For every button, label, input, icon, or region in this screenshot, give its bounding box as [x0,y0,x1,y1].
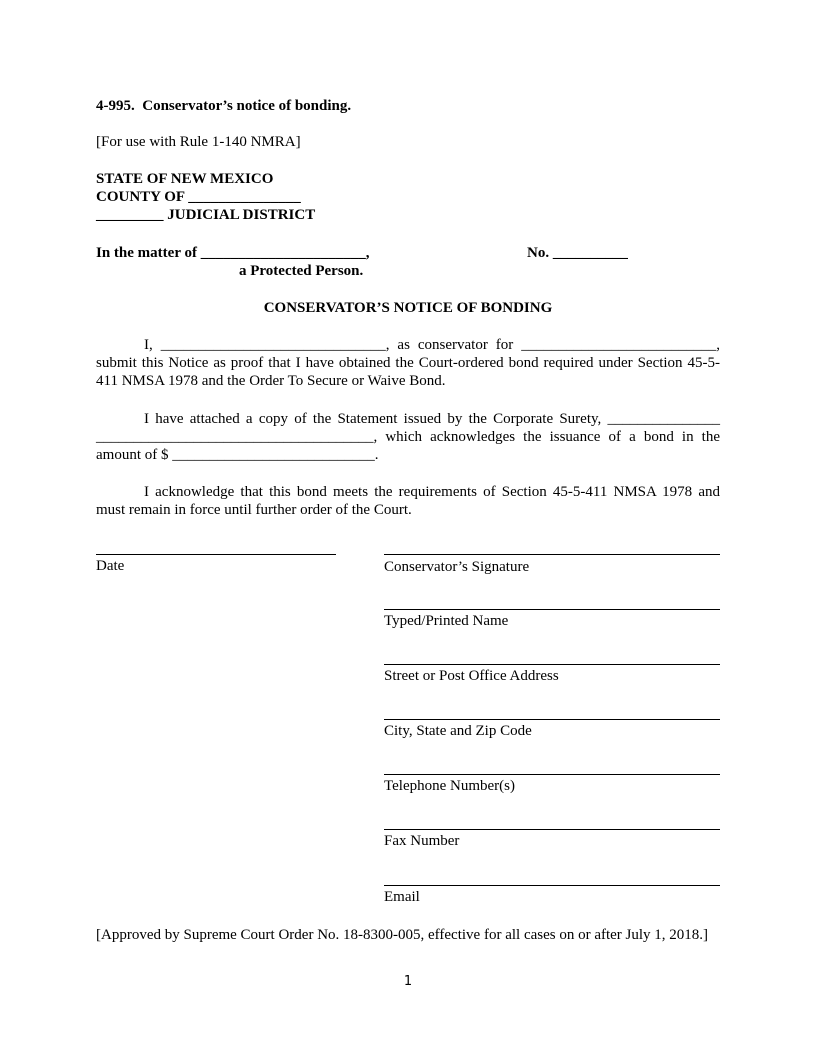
document-heading: CONSERVATOR’S NOTICE OF BONDING [263,300,553,316]
rule-number: 4-995. [96,98,135,114]
form-title [96,97,351,115]
paragraph-1-body: submit this Notice as proof that I have obtained the Court-ordered bond required under Section 45-5-411 NMSA 1978 and the Order To Secure or Waive Bond. [96,355,720,389]
city-state-zip-line [384,719,720,720]
matter-line: In the matter of ______________________, [96,245,370,261]
county-line: COUNTY OF _______________ [96,189,301,205]
use-note: [For use with Rule 1-140 NMRA] [96,134,301,150]
paragraph-2-body: _____________________________________, which acknowledges the issuance of a bond in the amount of $ ___________________________. [96,429,720,463]
signature-label: Conservator’s Signature [384,559,530,575]
paragraph-1-line-1: I, ______________________________, as conservator for __________________________, [144,337,720,353]
fax-line [384,829,720,830]
signature-line [384,554,720,555]
email-label: Email [384,889,420,905]
printed-name-line [384,609,720,610]
page-number: 1 [403,974,413,989]
fax-label: Fax Number [384,833,460,849]
rule-title: Conservator’s notice of bonding. [142,98,352,114]
telephone-label: Telephone Number(s) [384,778,515,794]
state-line: STATE OF NEW MEXICO [96,171,274,187]
address-line [384,664,720,665]
approval-note: [Approved by Supreme Court Order No. 18-8300-005, effective for all cases on or after July 1, 2018.] [96,927,709,943]
date-line [96,554,336,555]
address-label: Street or Post Office Address [384,668,559,684]
protected-person-line: a Protected Person. [239,263,364,279]
case-number-line: No. __________ [527,245,628,261]
district-line: _________ JUDICIAL DISTRICT [96,207,316,223]
telephone-line [384,774,720,775]
date-label: Date [96,558,125,574]
paragraph-3: I acknowledge that this bond meets the requirements of Section 45-5-411 NMSA 1978 and must remain in force until further order of the Court. [96,484,720,518]
printed-name-label: Typed/Printed Name [384,613,509,629]
email-line [384,885,720,886]
paragraph-2-line-1: I have attached a copy of the Statement issued by the Corporate Surety, _______________ [144,411,720,427]
city-state-zip-label: City, State and Zip Code [384,723,532,739]
